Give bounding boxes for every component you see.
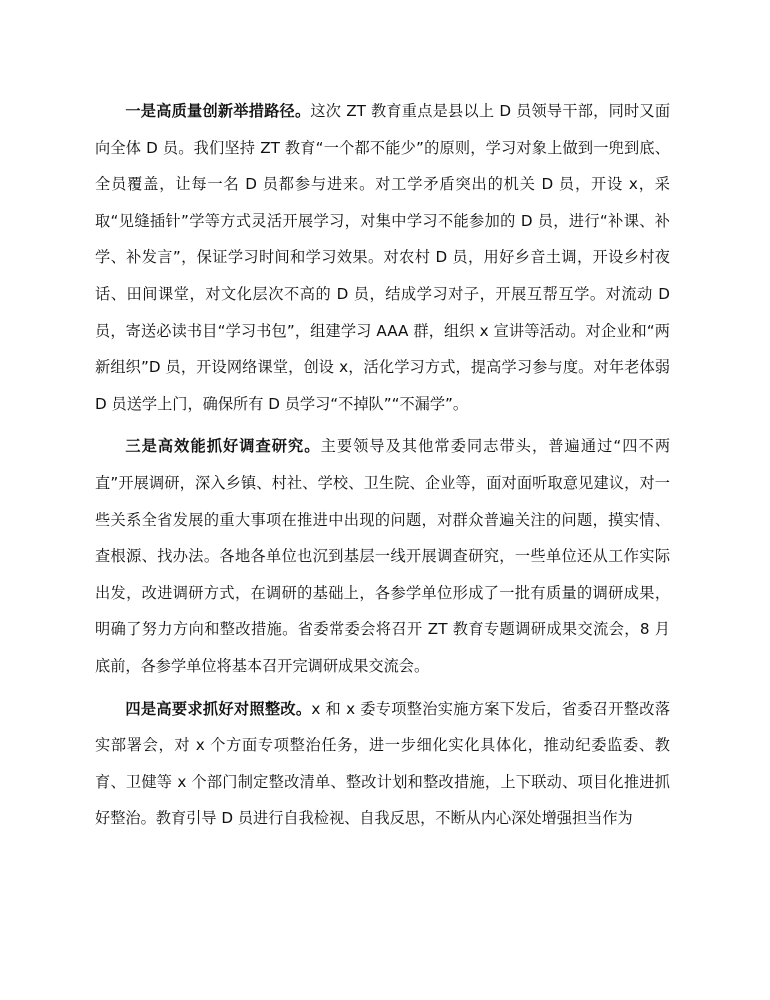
paragraph-research: [95, 428, 670, 684]
paragraph-innovation: [95, 93, 670, 422]
paragraph-heading: 一是高质量创新举措路径。: [125, 102, 311, 120]
paragraph-text: 主要领导及其他常委同志带头，普遍通过“四不两直”开展调研，深入乡镇、村社、学校、卫生院、企业等，面对面听取意见建议，对一些关系全省发展的重大事项在推进中出现的问题，对群众普遍关注的问题，摸实情、查根源、找办法。各地各单位也沉到基层一线开展调查研究，一些单位还从工作实际出发，改进调研方式，在调研的基础上，各参学单位形成了一批有质量的调研成果，明确了努力方向和整改措施。省委常委会将召开 ZT 教育专题调研成果交流会，8 月底前，各参学单位将基本召开完调研成果交流会。: [95, 437, 671, 675]
paragraph-text: 这次 ZT 教育重点是县以上 D 员领导干部，同时又面向全体 D 员。我们坚持 ZT 教育“一个都不能少”的原则，学习对象上做到一兜到底、全员覆盖，让每一名 D 员都参与进来。对工学矛盾突出的机关 D 员，开设 x，采取“见缝插针”学等方式灵活开展学习，对集中学习不能参加的 D 员，进行“补课、补学、补发言”，保证学习时间和学习效果。对农村 D 员，用好乡音土调，开设乡村夜话、田间课堂，对文化层次不高的 D 员，结成学习对子，开展互帮互学。对流动 D 员，寄送必读书目“学习书包”，组建学习 AAA 群，组织 x 宣讲等活动。对企业和“两新组织”D 员，开设网络课堂，创设 x，活化学习方式，提高学习参与度。对年老体弱 D 员送学上门，确保所有 D 员学习“不掉队”“不漏学”。: [95, 102, 671, 413]
document-body: [95, 93, 670, 843]
paragraph-text: x 和 x 委专项整治实施方案下发后，省委召开整改落实部署会，对 x 个方面专项整治任务，进一步细化实化具体化，推动纪委监委、教育、卫健等 x 个部门制定整改清单、整改计划和整改措施，上下联动、项目化推进抓好整治。教育引导 D 员进行自我检视、自我反思，不断从内心深处增强担当作为: [95, 699, 671, 828]
paragraph-heading: 三是高效能抓好调查研究。: [125, 437, 321, 456]
paragraph-rectification: [95, 691, 670, 837]
paragraph-heading: 四是高要求抓好对照整改。: [125, 699, 312, 718]
